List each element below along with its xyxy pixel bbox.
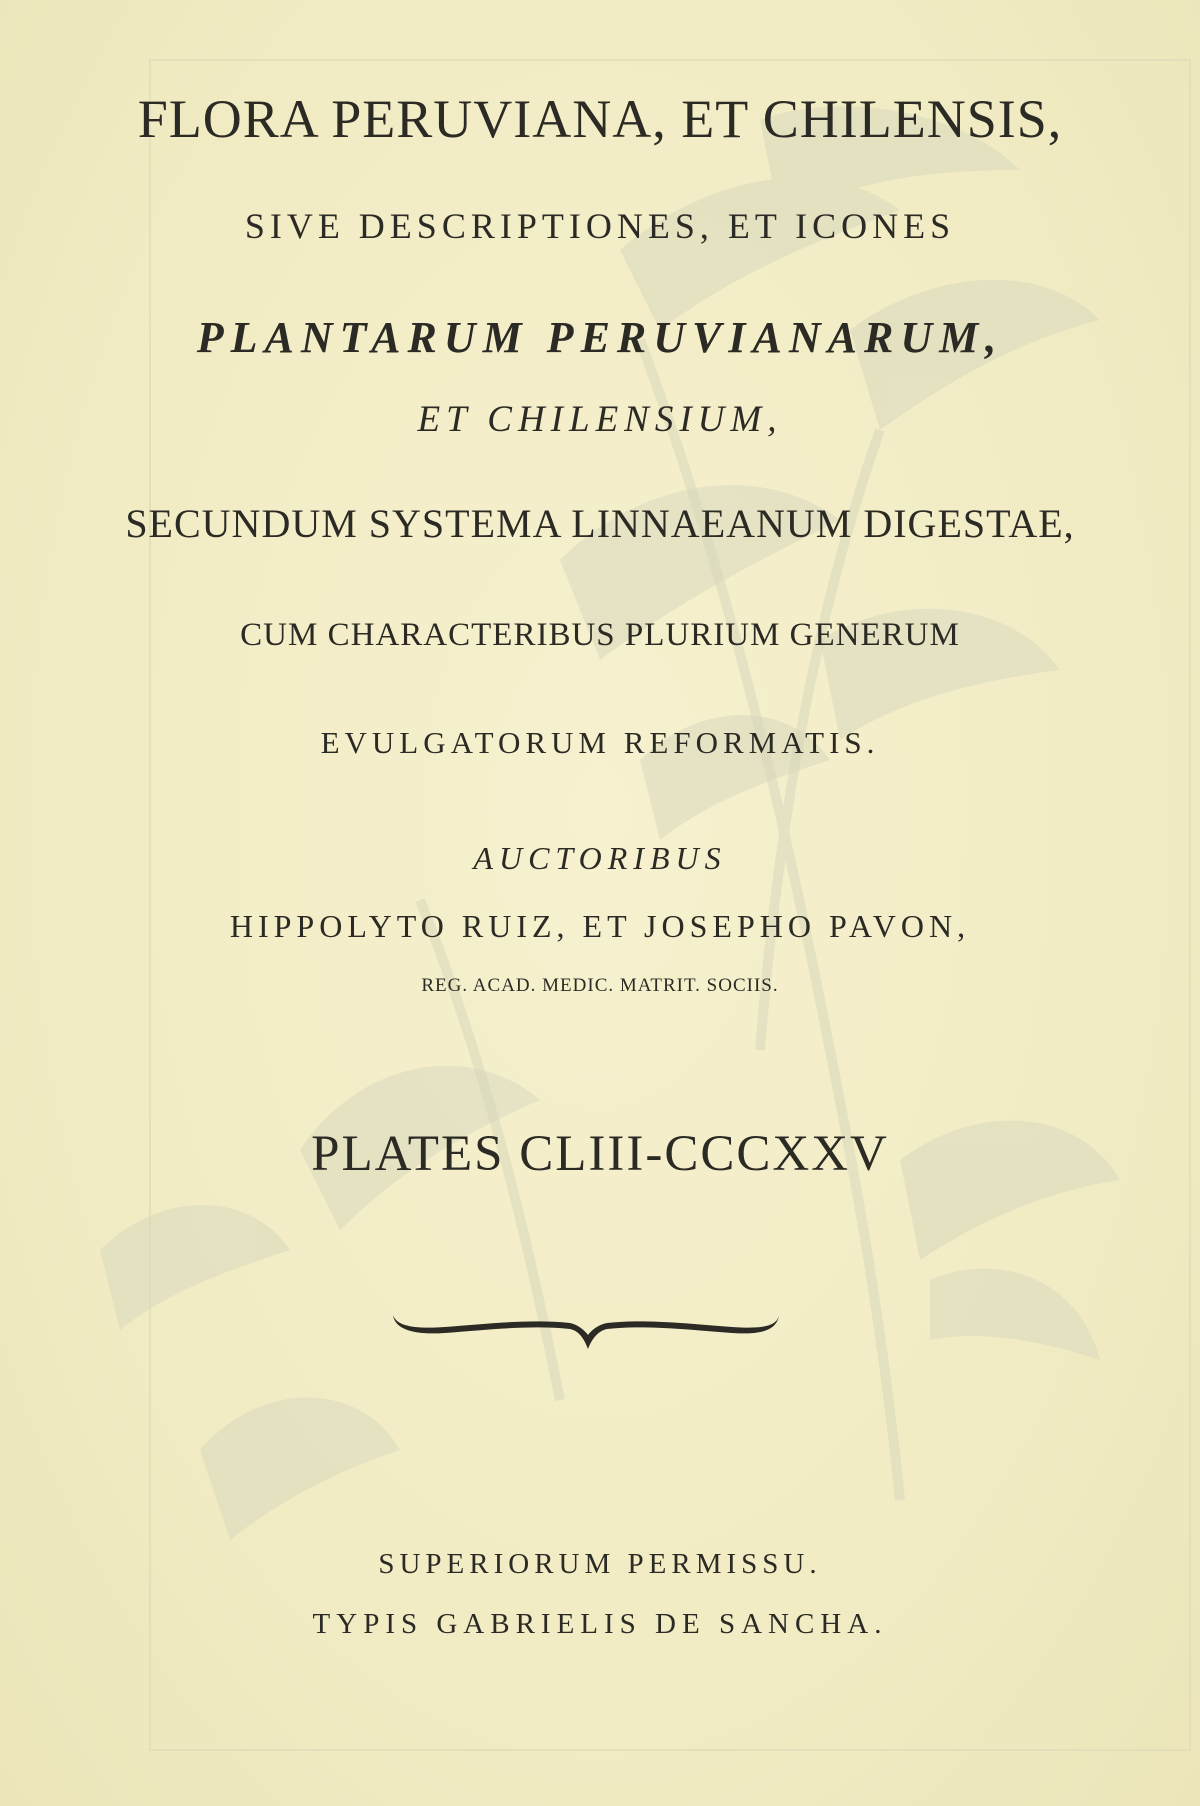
imprint-printer: TYPIS GABRIELIS DE SANCHA. bbox=[312, 1608, 888, 1640]
imprint-permission: SUPERIORUM PERMISSU. bbox=[378, 1548, 822, 1580]
subtitle-line-3: ET CHILENSIUM, bbox=[417, 399, 783, 440]
subtitle-line-1: SIVE DESCRIPTIONES, ET ICONES bbox=[244, 206, 956, 246]
subtitle-line-4: SECUNDUM SYSTEMA LINNAEANUM DIGESTAE, bbox=[125, 501, 1075, 546]
subtitle-line-2: PLANTARUM PERUVIANARUM, bbox=[196, 313, 1004, 362]
book-title: FLORA PERUVIANA, ET CHILENSIS, bbox=[137, 89, 1063, 149]
plates-range: PLATES CLIII-CCCXXV bbox=[311, 1126, 889, 1182]
authors-affiliation: REG. ACAD. MEDIC. MATRIT. SOCIIS. bbox=[421, 975, 779, 996]
subtitle-line-5: CUM CHARACTERIBUS PLURIUM GENERUM bbox=[240, 617, 960, 653]
authors-names: HIPPOLYTO RUIZ, ET JOSEPHO PAVON, bbox=[229, 908, 971, 944]
brace-ornament-icon bbox=[385, 1305, 785, 1355]
authors-heading: AUCTORIBUS bbox=[473, 840, 727, 876]
subtitle-line-6: EVULGATORUM REFORMATIS. bbox=[320, 725, 880, 760]
